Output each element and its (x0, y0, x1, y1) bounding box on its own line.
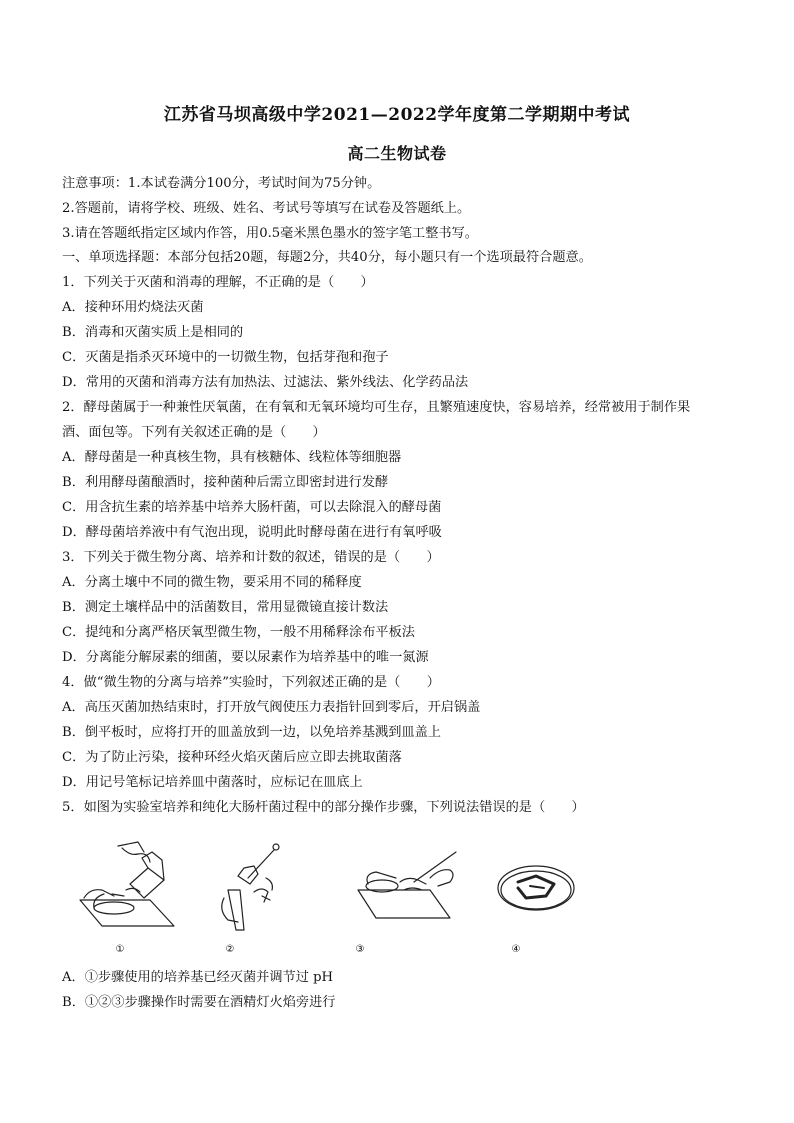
question-4-option-d: D．用记号笔标记培养皿中菌落时，应标记在皿底上 (62, 775, 363, 790)
pouring-plate-illustration (80, 842, 174, 926)
notes-line-3: 3.请在答题纸指定区域内作答，用0.5毫米黑色墨水的签字笔工整书写。 (62, 226, 478, 241)
question-5-stem: 5．如图为实验室培养和纯化大肠杆菌过程中的部分操作步骤，下列说法错误的是（ ） (62, 800, 585, 815)
question-2-option-b: B．利用酵母菌酿酒时，接种菌种后需立即密封进行发酵 (62, 475, 389, 490)
question-3-option-a: A．分离土壤中不同的微生物，要采用不同的稀释度 (62, 575, 362, 590)
figure-step-labels (116, 944, 521, 955)
notes-line-2: 2.答题前，请将学校、班级、姓名、考试号等填写在试卷及答题纸上。 (62, 201, 471, 216)
exam-title: 江苏省马坝高级中学2021—2022学年度第二学期期中考试 (163, 105, 631, 125)
question-5-option-b: B．①②③步骤操作时需要在酒精灯火焰旁进行 (62, 995, 336, 1010)
petri-dish-illustration (498, 866, 574, 910)
question-2-option-d: D．酵母菌培养液中有气泡出现，说明此时酵母菌在进行有氧呼吸 (62, 525, 442, 540)
question-2-stem-line-1: 2．酵母菌属于一种兼性厌氧菌，在有氧和无氧环境均可生存，且繁殖速度快，容易培养，经常被用于制作果 (62, 400, 691, 415)
inoculating-loop-illustration (222, 844, 279, 930)
question-2-option-a: A．酵母菌是一种真核生物，具有核糖体、线粒体等细胞器 (62, 450, 402, 465)
question-4-option-c: C．为了防止污染，接种环经火焰灭菌后应立即去挑取菌落 (62, 750, 402, 765)
question-1-option-b: B．消毒和灭菌实质上是相同的 (62, 325, 244, 340)
notes-line-1: 注意事项：1.本试卷满分100分，考试时间为75分钟。 (62, 176, 381, 191)
question-4-stem: 4．做“微生物的分离与培养”实验时，下列叙述正确的是（ ） (62, 675, 440, 690)
lab-procedure-figure (78, 838, 578, 956)
question-3-option-c: C．提纯和分离严格厌氧型微生物，一般不用稀释涂布平板法 (62, 625, 415, 640)
question-3-option-d: D．分离能分解尿素的细菌，要以尿素作为培养基中的唯一氮源 (62, 650, 429, 665)
question-2-stem-line-2: 酒、面包等。下列有关叙述正确的是（ ） (62, 425, 326, 440)
question-4-option-b: B．倒平板时，应将打开的皿盖放到一边，以免培养基溅到皿盖上 (62, 725, 441, 740)
question-4-option-a: A．高压灭菌加热结束时，打开放气阀使压力表指针回到零后，开启锅盖 (62, 700, 481, 715)
question-3-option-b: B．测定土壤样品中的活菌数目，常用显微镜直接计数法 (62, 600, 389, 615)
exam-subtitle: 高二生物试卷 (347, 144, 447, 163)
question-1-option-d: D．常用的灭菌和消毒方法有加热法、过滤法、紫外线法、化学药品法 (62, 375, 469, 390)
figure-label-4: ④ (511, 944, 521, 955)
question-1-stem: 1．下列关于灭菌和消毒的理解，不正确的是（ ） (62, 275, 374, 290)
question-1-option-c: C．灭菌是指杀灭环境中的一切微生物，包括芽孢和孢子 (62, 350, 389, 365)
question-1-option-a: A．接种环用灼烧法灭菌 (62, 300, 204, 315)
section-heading: 一、单项选择题：本部分包括20题，每题2分，共40分，每小题只有一个选项最符合题意。 (62, 250, 592, 265)
question-2-option-c: C．用含抗生素的培养基中培养大肠杆菌，可以去除混入的酵母菌 (62, 500, 442, 515)
figure-label-3: ③ (355, 944, 365, 955)
question-3-stem: 3．下列关于微生物分离、培养和计数的叙述，错误的是（ ） (62, 550, 440, 565)
figure-label-1: ① (115, 944, 125, 955)
question-5-option-a: A．①步骤使用的培养基已经灭菌并调节过 pH (62, 970, 334, 985)
figure-label-2: ② (225, 944, 235, 955)
streaking-plate-illustration (358, 852, 456, 918)
